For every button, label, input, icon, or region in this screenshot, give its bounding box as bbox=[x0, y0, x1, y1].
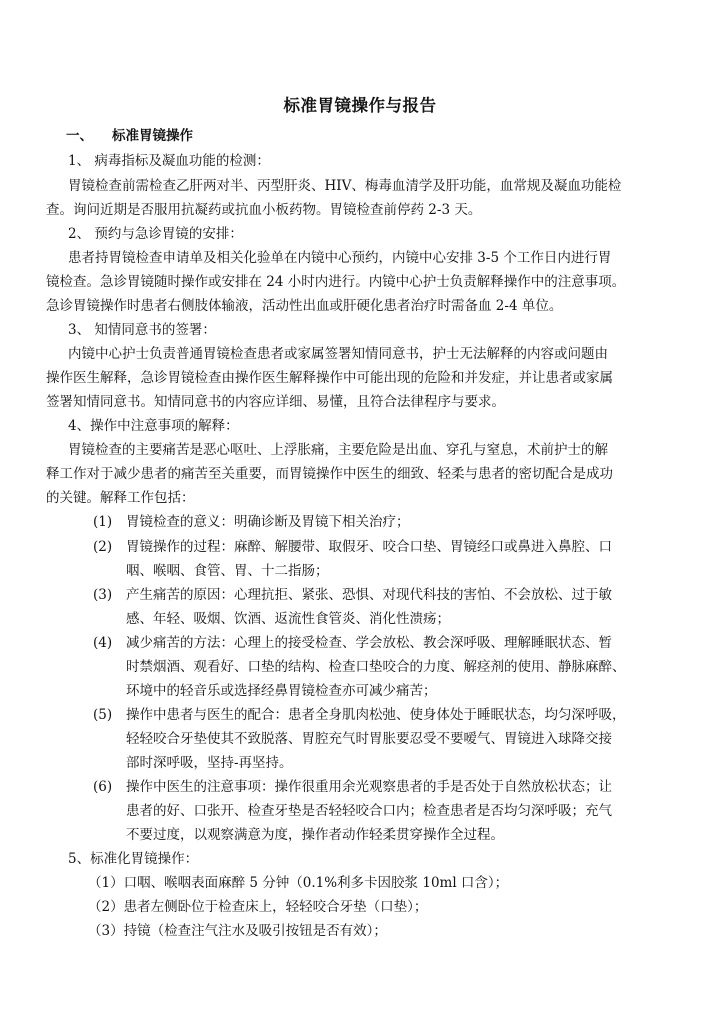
step-item: （2）患者左侧卧位于检查床上，轻轻咬合牙垫（口垫）； bbox=[88, 899, 428, 915]
paragraph-line: 胃镜检查前需检查乙肝两对半、丙型肝炎、HIV、梅毒血清学及肝功能，血常规及凝血功能检 bbox=[68, 178, 622, 194]
list-item-line: 患者的好、口张开、检查牙垫是否轻轻咬合口内；检查患者是否均匀深呼吸；充气 bbox=[126, 803, 612, 819]
paragraph-line: 镜检查。急诊胃镜随时操作或安排在 24 小时内进行。内镜中心护士负责解释操作中的注意事项。 bbox=[46, 274, 626, 290]
subsection-heading-4: 4、操作中注意事项的解释： bbox=[68, 418, 239, 434]
step-item: （3）持镜（检查注气注水及吸引按钮是否有效）； bbox=[88, 923, 387, 939]
list-item-line: 轻轻咬合牙垫使其不致脱落、胃腔充气时胃胀要忍受不要嗳气、胃镜进入球降交接 bbox=[126, 731, 612, 747]
list-item-line: 产生痛苦的原因：心理抗拒、紧张、恐惧、对现代科技的害怕、不会放松、过于敏 bbox=[126, 587, 612, 603]
subsection-heading-3: 3、 知情同意书的签署： bbox=[68, 322, 216, 338]
section-heading bbox=[66, 127, 706, 145]
list-item-line: 部时深呼吸，坚持-再坚持。 bbox=[126, 755, 293, 771]
paragraph-line: 急诊胃镜操作时患者右侧肢体输液，活动性出血或肝硬化患者治疗时需备血 2-4 单位。 bbox=[46, 298, 563, 314]
list-item-number: (5) bbox=[93, 707, 113, 723]
list-item-line: 胃镜检查的意义：明确诊断及胃镜下相关治疗； bbox=[126, 514, 410, 530]
list-item-line: 环境中的轻音乐或选择经鼻胃镜检查亦可减少痛苦； bbox=[126, 683, 437, 699]
list-item-line: 时禁烟酒、观看好、口垫的结构、检查口垫咬合的力度、解痉剂的使用、静脉麻醉、 bbox=[126, 659, 626, 675]
paragraph-line: 患者持胃镜检查申请单及相关化验单在内镜中心预约，内镜中心安排 3-5 个工作日内进行胃 bbox=[68, 250, 612, 266]
subsection-heading-2: 2、 预约与急诊胃镜的安排： bbox=[68, 226, 243, 242]
paragraph-line: 内镜中心护士负责普通胃镜检查患者或家属签署知情同意书，护士无法解释的内容或问题由 bbox=[68, 346, 608, 362]
list-item-line: 操作中患者与医生的配合：患者全身肌肉松弛、使身体处于睡眠状态，均匀深呼吸， bbox=[126, 707, 626, 723]
list-item-number: (2) bbox=[93, 539, 113, 555]
paragraph-line: 查。询问近期是否服用抗凝药或抗血小板药物。胃镜检查前停药 2-3 天。 bbox=[46, 202, 482, 218]
paragraph-line: 释工作对于减少患者的痛苦至关重要，而胃镜操作中医生的细致、轻柔与患者的密切配合是成功 bbox=[46, 466, 613, 482]
section-title: 标准胃镜操作 bbox=[112, 128, 193, 144]
paragraph-line: 操作医生解释，急诊胃镜检查由操作医生解释操作中可能出现的危险和并发症，并让患者或家属 bbox=[46, 370, 613, 386]
step-item: （1）口咽、喉咽表面麻醉 5 分钟（0.1%利多卡因胶浆 10ml 口含）； bbox=[88, 875, 509, 891]
list-item-line: 操作中医生的注意事项：操作很重用余光观察患者的手是否处于自然放松状态；让 bbox=[126, 779, 612, 795]
subsection-heading-5: 5、标准化胃镜操作： bbox=[68, 851, 199, 867]
document-title: 标准胃镜操作与报告 bbox=[283, 96, 437, 115]
list-item-line: 不要过度，以观察满意为度，操作者动作轻柔贯穿操作全过程。 bbox=[126, 827, 504, 843]
paragraph-line: 签署知情同意书。知情同意书的内容应详细、易懂，且符合法律程序与要求。 bbox=[46, 394, 505, 410]
subsection-heading-1: 1、 病毒指标及凝血功能的检测： bbox=[68, 153, 270, 169]
list-item-number: (3) bbox=[93, 587, 113, 603]
list-item-line: 胃镜操作的过程：麻醉、解腰带、取假牙、咬合口垫、胃镜经口或鼻进入鼻腔、口 bbox=[126, 539, 612, 555]
list-item-number: (6) bbox=[93, 779, 113, 795]
list-item-line: 减少痛苦的方法：心理上的接受检查、学会放松、教会深呼吸、理解睡眠状态、暂 bbox=[126, 635, 612, 651]
list-item-line: 咽、喉咽、食管、胃、十二指肠； bbox=[126, 563, 329, 579]
paragraph-line: 胃镜检查的主要痛苦是恶心呕吐、上浮胀痛，主要危险是出血、穿孔与窒息，术前护士的解 bbox=[68, 442, 608, 458]
paragraph-line: 的关键。解释工作包括： bbox=[46, 490, 195, 506]
section-number: 一、 bbox=[66, 128, 93, 144]
list-item-line: 感、年轻、吸烟、饮酒、返流性食管炎、消化性溃疡； bbox=[126, 611, 450, 627]
list-item-number: (4) bbox=[93, 635, 113, 651]
list-item-number: (1) bbox=[93, 514, 113, 530]
